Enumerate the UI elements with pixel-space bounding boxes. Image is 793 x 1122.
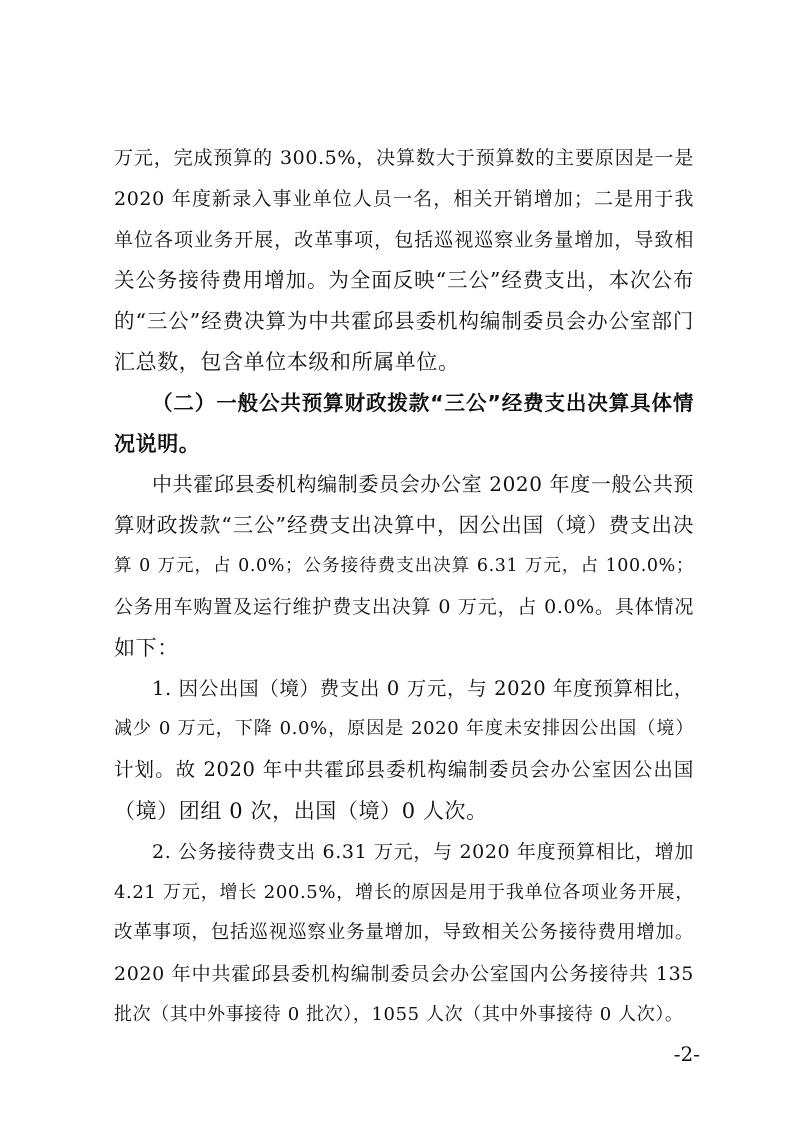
- text-line: 4.21 万元，增长 200.5%，增长的原因是用于我单位各项业务开展，: [114, 882, 694, 903]
- text-line: 如下：: [114, 636, 179, 660]
- text-line: （境）团组 0 次，出国（境）0 人次。: [114, 799, 488, 823]
- text-line: 2. 公务接待费支出 6.31 万元，与 2020 年度预算相比，增加: [152, 841, 694, 863]
- text-line: 汇总数，包含单位本级和所属单位。: [114, 350, 460, 374]
- text-line: 关公务接待费用增加。为全面反映“三公”经费支出，本次公布: [114, 268, 694, 292]
- text-line: 2020 年中共霍邱县委机构编制委员会办公室国内公务接待共 135: [114, 963, 694, 985]
- page-number: -2-: [673, 1042, 700, 1066]
- text-line: 减少 0 万元，下降 0.0%，原因是 2020 年度未安排因公出国（境）: [114, 718, 694, 739]
- text-line: 中共霍邱县委机构编制委员会办公室 2020 年度一般公共预: [152, 472, 694, 496]
- text-line: 计划。故 2020 年中共霍邱县委机构编制委员会办公室因公出国: [114, 758, 694, 781]
- text-line: 公务用车购置及运行维护费支出决算 0 万元，占 0.0%。具体情况: [114, 596, 694, 618]
- section-heading-line: 况说明。: [114, 432, 201, 456]
- text-line: 单位各项业务开展，改革事项，包括巡视巡察业务量增加，导致相: [114, 229, 694, 251]
- text-line: 的“三公”经费决算为中共霍邱县委机构编制委员会办公室部门: [114, 309, 694, 333]
- text-line: 算财政拨款“三公”经费支出决算中，因公出国（境）费支出决: [114, 513, 694, 537]
- text-line: 万元，完成预算的 300.5%，决算数大于预算数的主要原因是一是: [114, 147, 694, 169]
- text-line: 批次（其中外事接待 0 批次），1055 人次（其中外事接待 0 人次）。: [114, 1004, 684, 1025]
- text-line: 改革事项，包括巡视巡察业务量增加，导致相关公务接待费用增加。: [114, 922, 694, 943]
- section-heading-line: （二）一般公共预算财政拨款“三公”经费支出决算具体情: [152, 391, 694, 415]
- text-line: 1. 因公出国（境）费支出 0 万元，与 2020 年度预算相比，: [152, 677, 694, 700]
- text-line: 算 0 万元，占 0.0%；公务接待费支出决算 6.31 万元，占 100.0%；: [114, 556, 694, 576]
- text-line: 2020 年度新录入事业单位人员一名，相关开销增加；二是用于我: [114, 188, 694, 210]
